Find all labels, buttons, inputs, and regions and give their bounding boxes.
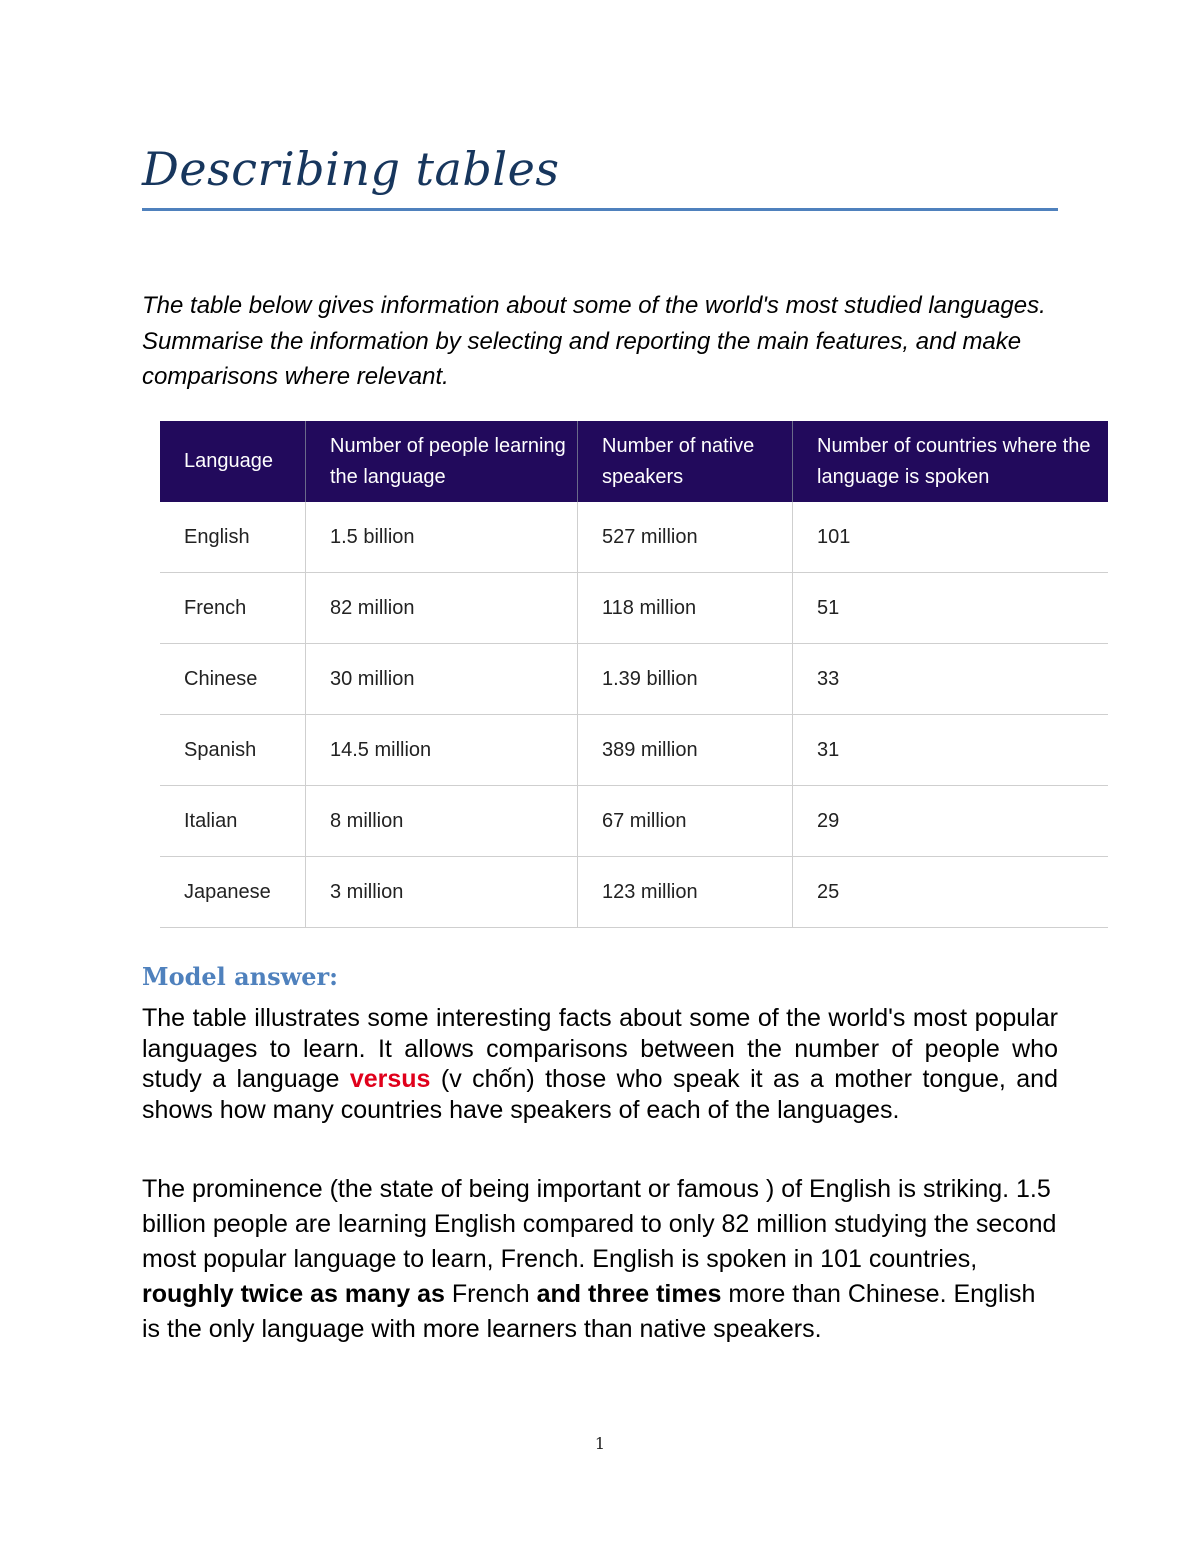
- header-learners: Number of people learning the language: [306, 421, 578, 502]
- cell-learners: 14.5 million: [306, 715, 578, 786]
- cell-learners: 82 million: [306, 573, 578, 644]
- cell-countries: 33: [793, 644, 1109, 715]
- bold-phrase: roughly twice as many as: [142, 1280, 445, 1308]
- cell-native: 123 million: [578, 857, 793, 928]
- title-underline: [142, 208, 1058, 211]
- table-row: [160, 786, 1108, 857]
- cell-countries: 101: [793, 502, 1109, 573]
- table-header-row: [160, 421, 1108, 502]
- table-row: [160, 502, 1108, 573]
- cell-native: 67 million: [578, 786, 793, 857]
- cell-countries: 31: [793, 715, 1109, 786]
- cell-countries: 51: [793, 573, 1109, 644]
- table-row: [160, 857, 1108, 928]
- model-answer-paragraph-1: [142, 1003, 1058, 1125]
- cell-countries: 25: [793, 857, 1109, 928]
- header-native-speakers: Number of native speakers: [578, 421, 793, 502]
- cell-language: English: [160, 502, 306, 573]
- paragraph-text: (v chốn) those who speak it as a mother tongue, and shows how many countries have speakers of each of the languages.: [142, 1065, 1058, 1124]
- model-answer-paragraph-2: [142, 1172, 1058, 1347]
- table-row: [160, 715, 1108, 786]
- paragraph-text: The table illustrates some interesting facts about some of the world's most popular languages to learn. It allows comparisons between the number of people who study a language: [142, 1004, 1058, 1093]
- cell-countries: 29: [793, 786, 1109, 857]
- model-answer-heading: Model answer:: [142, 962, 339, 991]
- paragraph-text: more than Chinese. English is the only language with more learners than native speakers.: [142, 1280, 1036, 1343]
- paragraph-text: The prominence (the state of being important or famous ) of English is striking. 1.5 billion people are learning English compared to only 82 million studying the second most popular language to learn, French. English is spoken in 101 countries,: [142, 1175, 1057, 1273]
- header-language: Language: [160, 421, 306, 502]
- table-row: [160, 573, 1108, 644]
- cell-language: Japanese: [160, 857, 306, 928]
- bold-phrase: and three times: [536, 1280, 722, 1308]
- cell-learners: 30 million: [306, 644, 578, 715]
- cell-language: Chinese: [160, 644, 306, 715]
- page-number: 1: [594, 1434, 606, 1453]
- cell-native: 527 million: [578, 502, 793, 573]
- languages-table: [160, 421, 1108, 928]
- header-countries: Number of countries where the language is spoken: [793, 421, 1109, 502]
- highlighted-word: versus: [349, 1065, 431, 1093]
- cell-language: Spanish: [160, 715, 306, 786]
- cell-language: Italian: [160, 786, 306, 857]
- paragraph-text: French: [444, 1280, 537, 1308]
- cell-native: 118 million: [578, 573, 793, 644]
- page-title: Describing tables: [142, 142, 560, 196]
- cell-native: 1.39 billion: [578, 644, 793, 715]
- cell-native: 389 million: [578, 715, 793, 786]
- table-row: [160, 644, 1108, 715]
- cell-learners: 8 million: [306, 786, 578, 857]
- task-prompt: The table below gives information about some of the world's most studied languages. Summarise the information by selecting and reporting the main features, and make comparisons where relevant.: [142, 292, 1046, 390]
- cell-language: French: [160, 573, 306, 644]
- cell-learners: 1.5 billion: [306, 502, 578, 573]
- cell-learners: 3 million: [306, 857, 578, 928]
